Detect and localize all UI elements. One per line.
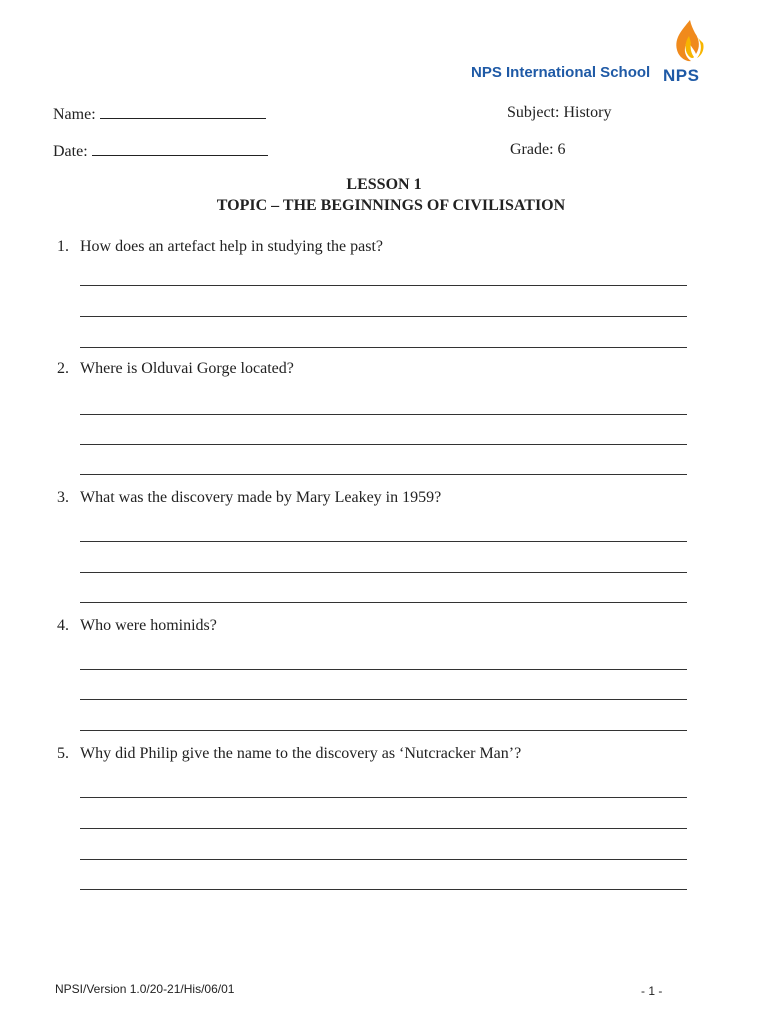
document-code: NPSI/Version 1.0/20-21/His/06/01 — [55, 982, 235, 996]
question-number: 1. — [57, 238, 69, 255]
name-field — [53, 104, 266, 124]
question-text: Why did Philip give the name to the discovery as ‘Nutcracker Man’? — [80, 745, 522, 762]
answer-line — [80, 474, 687, 475]
school-logo — [660, 16, 716, 84]
question-number: 4. — [57, 617, 69, 634]
answer-line — [80, 828, 687, 829]
answer-line — [80, 602, 687, 603]
answer-line — [80, 541, 687, 542]
date-field — [53, 141, 268, 161]
question-1 — [57, 238, 383, 256]
topic-title: TOPIC – THE BEGINNINGS OF CIVILISATION — [216, 197, 566, 214]
answer-line — [80, 889, 687, 890]
grade-label: Grade: 6 — [510, 141, 566, 158]
answer-line — [80, 347, 687, 348]
question-text: What was the discovery made by Mary Leakey in 1959? — [80, 489, 442, 506]
answer-line — [80, 285, 687, 286]
question-number: 5. — [57, 745, 69, 762]
question-3 — [57, 489, 441, 507]
date-label: Date: — [53, 143, 88, 160]
question-text: Where is Olduvai Gorge located? — [80, 360, 294, 377]
answer-line — [80, 730, 687, 731]
question-number: 3. — [57, 489, 69, 506]
question-4 — [57, 617, 217, 635]
logo-text: NPS — [663, 66, 700, 85]
flame-icon — [660, 16, 716, 66]
lesson-title: LESSON 1 — [346, 176, 422, 193]
name-blank — [100, 104, 266, 119]
page-number: - 1 - — [641, 984, 663, 998]
school-name: NPS International School — [471, 64, 651, 81]
question-number: 2. — [57, 360, 69, 377]
answer-line — [80, 699, 687, 700]
answer-line — [80, 572, 687, 573]
answer-line — [80, 316, 687, 317]
question-5 — [57, 745, 521, 763]
subject-label: Subject: History — [507, 104, 612, 121]
answer-line — [80, 444, 687, 445]
answer-line — [80, 669, 687, 670]
name-label: Name: — [53, 106, 96, 123]
date-blank — [92, 141, 268, 156]
answer-line — [80, 414, 687, 415]
question-text: Who were hominids? — [80, 617, 217, 634]
answer-line — [80, 859, 687, 860]
question-text: How does an artefact help in studying the past? — [80, 238, 384, 255]
question-2 — [57, 360, 294, 378]
answer-line — [80, 797, 687, 798]
